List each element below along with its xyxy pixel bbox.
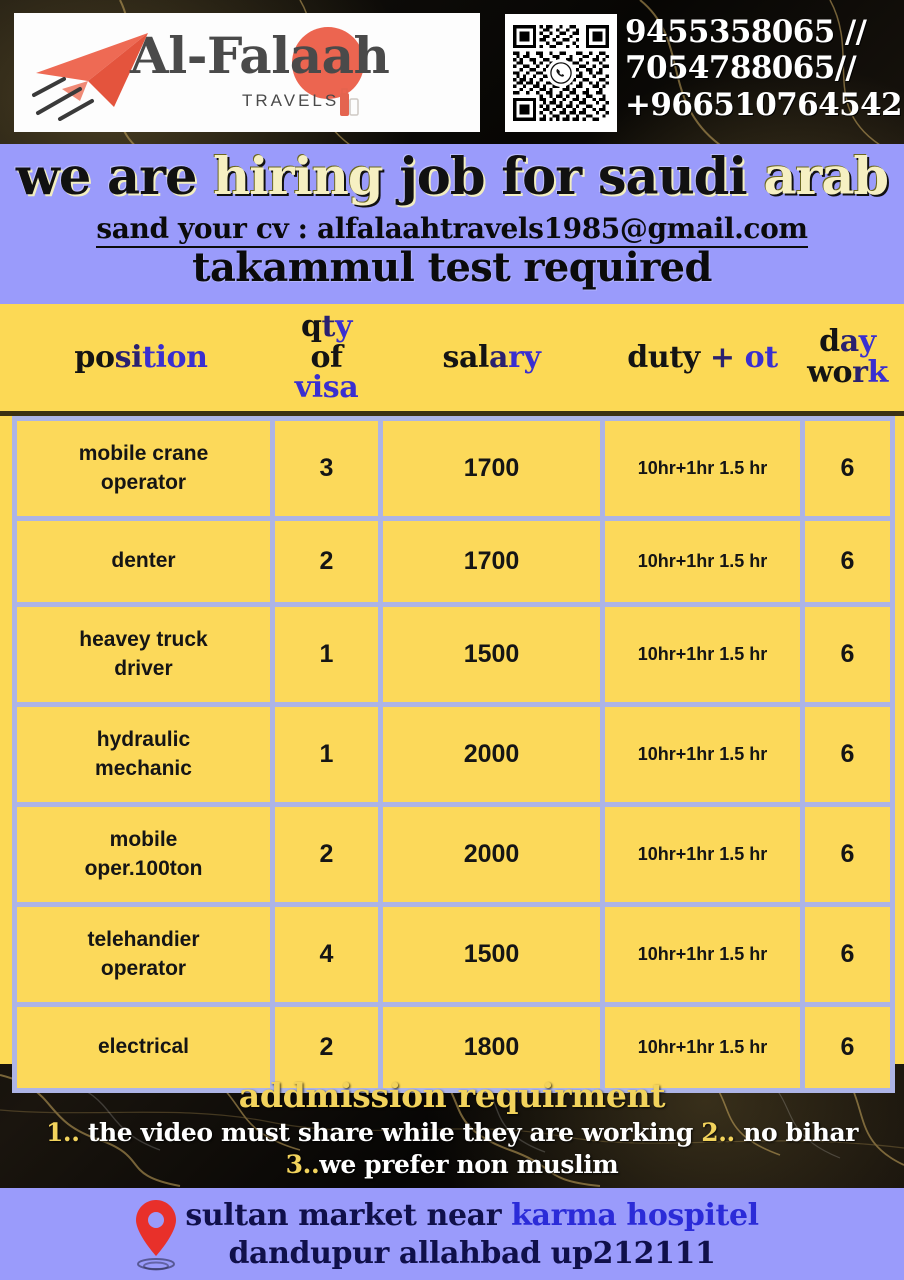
requirements-title: addmission requirment bbox=[238, 1076, 666, 1115]
table-cell-qty-of-visa: 3 bbox=[275, 421, 378, 516]
column-header-qty: qty of visa bbox=[294, 309, 359, 406]
table-cell-day-work: 6 bbox=[805, 607, 890, 702]
table-row-divider bbox=[12, 702, 890, 707]
table-cell-day-work: 6 bbox=[805, 707, 890, 802]
table-cell-qty-of-visa: 4 bbox=[275, 907, 378, 1002]
table-row-divider bbox=[12, 602, 890, 607]
table-cell-position: mobile oper.100ton bbox=[17, 807, 270, 902]
headline-part-2: hiring bbox=[213, 147, 383, 207]
table-row-divider bbox=[12, 802, 890, 807]
table-row-divider bbox=[12, 1002, 890, 1007]
address-line-2: dandupur allahbad up212111 bbox=[228, 1236, 716, 1271]
brand-logo-band bbox=[14, 13, 480, 132]
address-footer bbox=[0, 1188, 904, 1280]
requirements-line-2 bbox=[0, 1150, 904, 1179]
table-cell-duty-ot: 10hr+1hr 1.5 hr bbox=[605, 707, 800, 802]
whatsapp-icon bbox=[547, 59, 575, 87]
phone-numbers bbox=[625, 14, 903, 123]
table-cell-salary: 2000 bbox=[383, 807, 600, 902]
qr-code-icon[interactable] bbox=[505, 14, 617, 132]
table-cell-position: telehandier operator bbox=[17, 907, 270, 1002]
table-header-row bbox=[0, 304, 904, 412]
address-line-1 bbox=[0, 1198, 904, 1233]
table-cell-qty-of-visa: 2 bbox=[275, 807, 378, 902]
table-cell-duty-ot: 10hr+1hr 1.5 hr bbox=[605, 907, 800, 1002]
table-column-divider bbox=[378, 416, 383, 1093]
address-line-1b: karma hospitel bbox=[511, 1198, 759, 1233]
req-number-1: 1.. bbox=[45, 1118, 80, 1147]
table-cell-day-work: 6 bbox=[805, 421, 890, 516]
table-cell-position: denter bbox=[17, 521, 270, 602]
hero-headline bbox=[0, 147, 904, 207]
table-body bbox=[0, 416, 904, 1064]
table-cell-qty-of-visa: 1 bbox=[275, 607, 378, 702]
req-number-2: 2.. bbox=[701, 1118, 735, 1147]
table-cell-position: mobile crane operator bbox=[17, 421, 270, 516]
headline-part-3: job for saudi bbox=[382, 147, 764, 207]
headline-part-1: we are bbox=[15, 147, 214, 207]
table-cell-position: heavey truck driver bbox=[17, 607, 270, 702]
takammul-test-line: takammul test required bbox=[192, 244, 712, 291]
req-text-3: we prefer non muslim bbox=[319, 1150, 619, 1179]
cv-email-line bbox=[0, 212, 904, 245]
table-cell-position: electrical bbox=[17, 1007, 270, 1088]
req-text-1: the video must share while they are working bbox=[79, 1118, 702, 1147]
table-column-divider bbox=[600, 416, 605, 1093]
headline-part-4: arab bbox=[763, 147, 889, 207]
table-column-divider bbox=[270, 416, 275, 1093]
table-cell-salary: 1500 bbox=[383, 907, 600, 1002]
table-cell-day-work: 6 bbox=[805, 807, 890, 902]
poster-header bbox=[0, 0, 904, 145]
column-header-position: position bbox=[74, 340, 208, 376]
table-column-divider bbox=[12, 416, 17, 1093]
table-column-divider bbox=[800, 416, 805, 1093]
table-cell-salary: 1700 bbox=[383, 421, 600, 516]
table-cell-duty-ot: 10hr+1hr 1.5 hr bbox=[605, 521, 800, 602]
table-cell-day-work: 6 bbox=[805, 907, 890, 1002]
table-cell-salary: 2000 bbox=[383, 707, 600, 802]
column-header-duty: duty + ot bbox=[627, 340, 778, 376]
table-cell-qty-of-visa: 2 bbox=[275, 521, 378, 602]
table-cell-salary: 1500 bbox=[383, 607, 600, 702]
hiring-banner bbox=[0, 144, 904, 304]
table-cell-day-work: 6 bbox=[805, 1007, 890, 1088]
requirements-line-1 bbox=[0, 1118, 904, 1147]
address-line-1a: sultan market near bbox=[185, 1198, 512, 1233]
requirements-section bbox=[0, 1064, 904, 1186]
table-row-divider bbox=[12, 516, 890, 521]
table-column-divider bbox=[890, 416, 895, 1093]
brand-tagline: TRAVELS bbox=[242, 91, 340, 110]
req-number-3: 3.. bbox=[285, 1150, 320, 1179]
table-cell-day-work: 6 bbox=[805, 521, 890, 602]
table-cell-qty-of-visa: 1 bbox=[275, 707, 378, 802]
brand-name: Al-Falaah bbox=[130, 26, 390, 85]
table-cell-salary: 1700 bbox=[383, 521, 600, 602]
req-text-2: no bihar bbox=[734, 1118, 859, 1147]
table-cell-duty-ot: 10hr+1hr 1.5 hr bbox=[605, 607, 800, 702]
jobs-table bbox=[0, 304, 904, 1064]
table-cell-duty-ot: 10hr+1hr 1.5 hr bbox=[605, 421, 800, 516]
phone-2: 7054788065// bbox=[625, 50, 857, 87]
table-cell-qty-of-visa: 2 bbox=[275, 1007, 378, 1088]
table-cell-position: hydraulic mechanic bbox=[17, 707, 270, 802]
table-cell-duty-ot: 10hr+1hr 1.5 hr bbox=[605, 1007, 800, 1088]
table-row-divider bbox=[12, 416, 890, 421]
column-header-salary: salary bbox=[442, 340, 541, 376]
table-cell-salary: 1800 bbox=[383, 1007, 600, 1088]
phone-1: 9455358065 // bbox=[625, 14, 867, 50]
column-header-day-work: day work bbox=[807, 324, 888, 390]
luggage-icon bbox=[336, 87, 360, 121]
phone-3: +966510764542 bbox=[625, 86, 903, 123]
table-row-divider bbox=[12, 902, 890, 907]
table-cell-duty-ot: 10hr+1hr 1.5 hr bbox=[605, 807, 800, 902]
cv-email-text: sand your cv : alfalaahtravels1985@gmail.com bbox=[96, 212, 807, 248]
